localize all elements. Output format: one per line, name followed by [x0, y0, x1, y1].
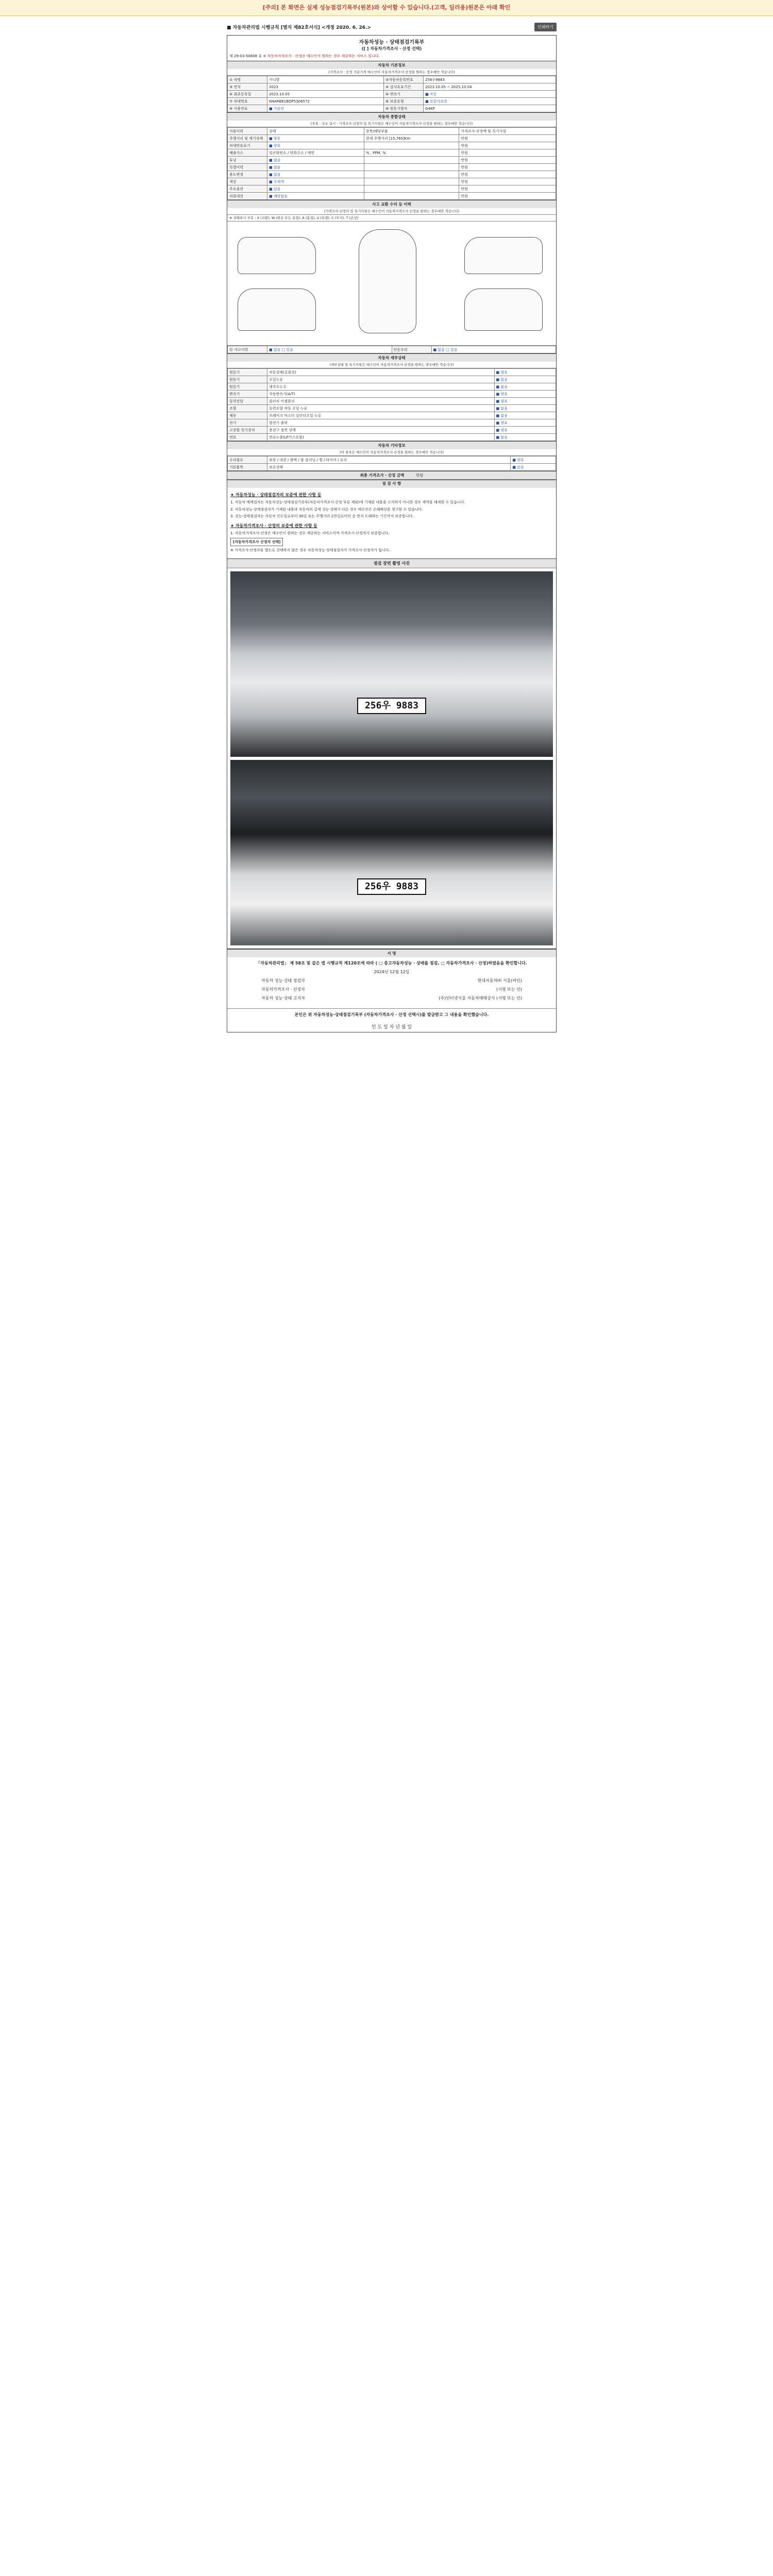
state-row [228, 149, 556, 157]
state-row [228, 171, 556, 178]
basic-info-cell: ■ 보험사보증 [424, 98, 556, 105]
detail-row [228, 369, 556, 376]
state-cell [364, 171, 459, 178]
basic-info-row [228, 76, 556, 83]
appraiser-select-box: [자동차가격조사 산정자 선택] [230, 538, 283, 546]
accident-cell: ■ 없음 □ 있음 [267, 346, 392, 353]
state-row [228, 142, 556, 149]
detail-table [227, 368, 556, 441]
photos-title: 점검 장면 촬영 사진 [227, 558, 556, 568]
notes-p4: 1. 자동차가격조사·산정은 매수인이 원하는 경우 제공하는 서비스이며 가격조사·산정자가 보증합니다. [230, 531, 390, 536]
basic-info-table [227, 76, 556, 112]
detail-cell: ■ 양호 [494, 398, 556, 405]
state-cell: 특별이력 [228, 164, 267, 171]
state-cell: 만원 [459, 164, 556, 171]
doc-no: 제 29-03-50808 호 [229, 54, 262, 58]
state-cell: 현재 주행거리 [15,765]Km [364, 135, 459, 142]
print-button[interactable]: 인쇄하기 [534, 23, 557, 31]
final-price-value: 만원 [415, 473, 424, 478]
detail-cell: ■ 양호 [494, 427, 556, 434]
detail-cell: 조향 [228, 405, 267, 412]
detail-cell: 작동상태(공회전) [267, 369, 495, 376]
sign-footer: 본인은 위 자동차성능·상태점검기록부 (자동차가격조사 · 산정 선택시)를 발급받고 그 내용을 확인했습니다. [227, 1008, 556, 1021]
document-toolbar [227, 21, 557, 33]
basic-info-cell: 카니발 [267, 76, 384, 83]
state-cell: 만원 [459, 178, 556, 185]
document-wrapper [227, 0, 557, 1032]
basic-info-cell: ⑩ 원동기형식 [384, 105, 424, 112]
document-number [227, 54, 556, 61]
state-cell [364, 164, 459, 171]
state-table [227, 127, 556, 200]
state-row [228, 164, 556, 171]
extra-row [228, 456, 556, 464]
section-detail-title: 자동차 세부상태 [227, 353, 556, 362]
extra-cell: ■ 양호 [511, 456, 556, 464]
detail-row [228, 419, 556, 427]
section-accident-title: 사고 교환 수리 등 이력 [227, 200, 556, 208]
detail-cell: 연료 [228, 434, 267, 441]
basic-info-cell: ⑤ 최초등록일 [228, 91, 267, 98]
state-cell: 배출가스 [228, 149, 267, 157]
state-cell: 만원 [459, 185, 556, 193]
basic-info-cell: ⑥ 변속기 [384, 91, 424, 98]
signer-cell: 자동차가격조사 · 산정자 [261, 987, 305, 992]
detail-cell: 전기 [228, 419, 267, 427]
state-cell [364, 157, 459, 164]
detail-cell: 변속기 [228, 391, 267, 398]
extra-table [227, 456, 556, 471]
extra-cell: 외장 / 내장 / 광택 / 룸 클리닝 / 휠 / 타이어 / 유리 [267, 456, 511, 464]
notes-section [227, 479, 556, 558]
state-cell: 차대번호표기 [228, 142, 267, 149]
state-cell: % , PPM, % [364, 149, 459, 157]
basic-info-row [228, 105, 556, 112]
basic-info-row [228, 98, 556, 105]
state-cell: 사용이력 [228, 128, 267, 135]
signature-section [227, 948, 556, 1008]
basic-info-row [228, 91, 556, 98]
state-cell: ■ 없음 [267, 171, 364, 178]
state-cell [364, 193, 459, 200]
basic-info-cell: ④ 검사유효기간 [384, 83, 424, 91]
basic-info-cell: KNARB81BDP5306572 [267, 98, 384, 105]
state-cell: 만원 [459, 193, 556, 200]
state-row [228, 135, 556, 142]
detail-cell: ■ 없음 [494, 405, 556, 412]
car-left-view [238, 237, 316, 274]
detail-cell: 발전기 출력 [267, 419, 495, 427]
notes-p3: 3. 성능·상태점검자는 자동차 인도일로부터 30일 또는 주행거리 2천킬로미터 중 먼저 도래하는 기간까지 보증합니다. [230, 514, 414, 518]
state-cell: 상태 [267, 128, 364, 135]
signer-row [261, 987, 522, 992]
state-cell: 튜닝 [228, 157, 267, 164]
delivery-date: 인 도 일 자 년 월 일 [371, 1025, 412, 1030]
state-row [228, 128, 556, 135]
detail-row [228, 427, 556, 434]
accident-table [227, 346, 556, 353]
detail-row [228, 376, 556, 383]
notes-p2: 2. 자동차성능·상태점검자가 기재된 내용과 자동차의 실제 성능·상태가 다른 경우 매수인은 손해배상을 청구할 수 있습니다. [230, 507, 423, 512]
doc-no-note: ※ 자동차가격조사 · 산정은 매수인이 원하는 경우 제공하는 서비스 입니다. [263, 54, 380, 58]
basic-info-cell: G4KP [424, 105, 556, 112]
detail-cell: ■ 없음 [494, 376, 556, 383]
accident-row [228, 346, 556, 353]
document-title: 자동차성능 · 상태점검기록부 [359, 40, 425, 45]
detail-cell: 연료누출(LP가스포함) [267, 434, 495, 441]
state-cell [364, 142, 459, 149]
state-cell: ■ 무채색 [267, 178, 364, 185]
state-cell: 항목/해당부품 [364, 128, 459, 135]
section-detail-note: (세부상태 및 특기사항은 매수인이 자동차가격조사·산정을 원하는 경우에만 적습니다) [227, 362, 556, 368]
detail-cell: 클러치 어셈블리 [267, 398, 495, 405]
accident-cell: 단순수리 [392, 346, 431, 353]
notes-title: 점 검 사 항 [227, 480, 556, 488]
notes-heading-1: ★ 자동차성능 · 상태점검자의 보증에 관한 사항 등 [230, 492, 322, 497]
detail-cell: 브레이크 마스터 실린더오일 누유 [267, 412, 495, 419]
signer-cell: (주)인터넷서울 자동차매매상사 (서명 또는 인) [439, 996, 522, 1001]
detail-cell: ■ 없음 [494, 434, 556, 441]
license-plate-front: 256우 9883 [357, 698, 426, 714]
car-right-view [464, 237, 543, 274]
detail-cell: 원동기 [228, 383, 267, 391]
detail-cell: 자동변속기(A/T) [267, 391, 495, 398]
state-cell: 리콜대상 [228, 193, 267, 200]
basic-info-cell: 256우9883 [424, 76, 556, 83]
basic-info-cell: ⑦ 차대번호 [228, 98, 267, 105]
state-cell [364, 185, 459, 193]
state-row [228, 157, 556, 164]
detail-row [228, 412, 556, 419]
detail-cell: 원동기 [228, 376, 267, 383]
detail-row [228, 434, 556, 441]
detail-cell: 냉각수누수 [267, 383, 495, 391]
state-cell: 색상 [228, 178, 267, 185]
sign-title: 서 명 [227, 949, 556, 957]
basic-info-cell: ⑨ 사용연료 [228, 105, 267, 112]
detail-cell: 동력조향 작동 오일 누유 [267, 405, 495, 412]
section-state-note: (주요 · 국소 실시 · 가격조사·산정의 및 특기사항은 매수인이 자동차가격조사·산정을 원하는 경우에만 적습니다) [227, 121, 556, 127]
detail-row [228, 383, 556, 391]
notes-p1: 1. 자동차 매매업자는 자동차성능·상태점검기록부(자동차가격조사·산정 부분 제외)에 기재된 내용을 고지하지 아니한 경우 계약을 해제할 수 있습니다. [230, 500, 465, 505]
state-cell: 만원 [459, 142, 556, 149]
state-row [228, 193, 556, 200]
basic-info-cell: 2023.10.05 [267, 91, 384, 98]
state-cell: ■ 양호 [267, 142, 364, 149]
basic-info-cell: ① 차명 [228, 76, 267, 83]
extra-cell: ■ 있음 [511, 464, 556, 471]
inspection-photo-front [230, 571, 553, 757]
detail-cell: ■ 없음 [494, 383, 556, 391]
section-basic-note: (가격조사 · 산정 기준가격 매수인이 자동차가격조사·산정을 원하는 경우에만 적습니다) [227, 69, 556, 76]
state-cell: 만원 [459, 135, 556, 142]
state-cell: ■ 없음 [267, 164, 364, 171]
signer-row [261, 995, 522, 1001]
extra-row [228, 464, 556, 471]
basic-info-cell: 2023 [267, 83, 384, 91]
extra-cell: 수리필요 [228, 456, 267, 464]
sign-date: 2024년 12월 12일 [374, 970, 410, 975]
state-cell: ■ 해당없음 [267, 193, 364, 200]
detail-cell: 원동기 [228, 369, 267, 376]
state-cell: 만원 [459, 171, 556, 178]
state-cell [364, 178, 459, 185]
inspection-photo-rear [230, 760, 553, 945]
detail-cell: 오일누유 [267, 376, 495, 383]
section-accident-note: (가격조사·산정의 및 특기사항은 매수인이 자동차가격조사·산정을 원하는 경우에만 적습니다) [227, 208, 556, 215]
state-cell: ■ 양호 [267, 135, 364, 142]
detail-row [228, 391, 556, 398]
signer-row [261, 978, 522, 984]
form-reference: ■ 자동차관리법 시행규칙 [별지 제82호서식] <개정 2020. 6. 26.> [227, 25, 371, 30]
basic-info-row [228, 83, 556, 91]
final-price-label: 최종 가격조사 · 산정 금액 [360, 473, 405, 478]
section-state-title: 자동차 종합상태 [227, 112, 556, 121]
state-cell: 용도변경 [228, 171, 267, 178]
detail-cell: 제동 [228, 412, 267, 419]
state-cell: ■ 없음 [267, 157, 364, 164]
final-price [227, 471, 556, 479]
basic-info-cell: ■ 가솔린 [267, 105, 384, 112]
state-cell: 만원 [459, 157, 556, 164]
state-cell: 가격조사·산정액 및 특기사항 [459, 128, 556, 135]
detail-cell: 동력전달 [228, 398, 267, 405]
detail-row [228, 405, 556, 412]
state-row [228, 185, 556, 193]
notes-heading-2: ★ 자동차가격조사 · 산정의 보증에 관한 사항 등 [230, 523, 317, 528]
basic-info-cell: ③ 연식 [228, 83, 267, 91]
detail-cell: ■ 없음 [494, 412, 556, 419]
inspection-record [227, 35, 557, 1032]
extra-cell: 보유상태 [267, 464, 511, 471]
basic-info-cell: ②자동차등록번호 [384, 76, 424, 83]
notice-banner: [주의] 본 화면은 실제 성능점검기록부(원본)와 상이할 수 있습니다.(고객, 딜러용)원본은 아래 확인 [0, 0, 773, 16]
accident-legend: ※ 상태표시 부호 : X (교환), W (판금 또는 용접), A (흠집), U (요철), C (부식), T (손상) [227, 215, 556, 222]
state-cell: 주요옵션 [228, 185, 267, 193]
accident-cell: ⑪ 사고이력 [228, 346, 267, 353]
state-cell: 일산화탄소 / 탄화수소 / 매연 [267, 149, 364, 157]
section-extra-title: 자동차 기타정보 [227, 441, 556, 449]
state-row [228, 178, 556, 185]
basic-info-cell: 2023.10.05 ~ 2025.10.04 [424, 83, 556, 91]
detail-cell: ■ 양호 [494, 419, 556, 427]
signer-cell: (서명 또는 인) [496, 987, 522, 992]
basic-info-cell: ⑧ 보증유형 [384, 98, 424, 105]
detail-cell: 고전원 전기장치 [228, 427, 267, 434]
sign-header: 「자동차관리법」 제 58조 및 같은 법 시행규칙 제120조에 따라 ( □ 중고자동차성능 · 상태를 점검, □ 자동차가격조사 · 산정)하였음을 확인합니다. [256, 960, 527, 965]
detail-cell: 충전구 절연 상태 [267, 427, 495, 434]
section-basic-title: 자동차 기본정보 [227, 61, 556, 69]
car-diagram [227, 222, 556, 346]
basic-info-cell: ■ 자동 [424, 91, 556, 98]
car-front-view [238, 289, 316, 331]
state-cell: ■ 있음 [267, 185, 364, 193]
accident-cell: ■ 없음 □ 있음 [431, 346, 556, 353]
document-subtitle: ([ ] 자동차가격조사 · 산정 선택) [361, 46, 422, 51]
car-rear-view [464, 289, 543, 331]
car-top-view [359, 229, 416, 333]
state-cell: 만원 [459, 149, 556, 157]
license-plate-rear: 256우 9883 [357, 878, 426, 895]
signer-cell: 자동차 성능·상태 점검자 [261, 978, 305, 984]
detail-cell: ■ 양호 [494, 369, 556, 376]
section-extra-note: (이 항목은 매수인이 자동차가격조사·산정을 원하는 경우에만 적습니다) [227, 449, 556, 456]
extra-cell: 기본품목 [228, 464, 267, 471]
signer-cell: 현대자동차㈜ 서울(싸인) [477, 978, 522, 984]
signer-cell: 자동차 성능·상태 고지자 [261, 996, 305, 1001]
detail-row [228, 398, 556, 405]
detail-cell: ■ 양호 [494, 391, 556, 398]
notes-p5: ※ 가격조사·산정자를 별도로 선택하지 않은 경우 자동차성능·상태점검자가 가격조사·산정자가 됩니다. [230, 548, 390, 552]
state-cell: 주행거리 및 계기상태 [228, 135, 267, 142]
